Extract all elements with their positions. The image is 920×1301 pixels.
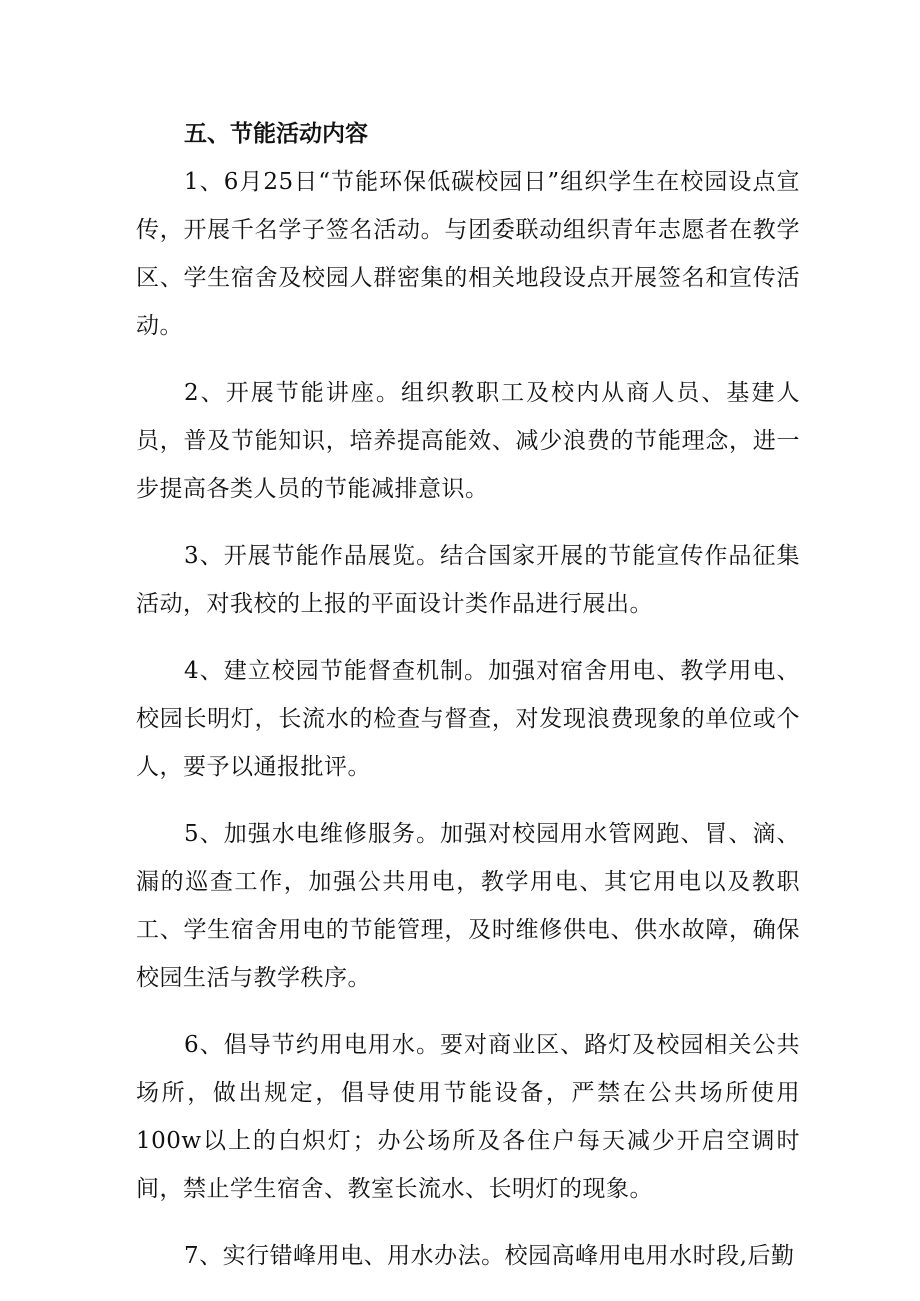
paragraph-7: 7、实行错峰用电、用水办法。校园高峰用电用水时段,后勤 <box>184 1243 795 1269</box>
paragraph-4: 4、建立校园节能督查机制。加强对宿舍用电、教学用电、校园长明灯，长流水的检查与督查，对发现浪费现象的单位或个人，要予以通报批评。 <box>136 658 800 780</box>
paragraph-2: 2、开展节能讲座。组织教职工及校内从商人员、基建人员，普及节能知识，培养提高能效、减少浪费的节能理念，进一步提高各类人员的节能减排意识。 <box>136 380 800 502</box>
paragraph-3: 3、开展节能作品展览。结合国家开展的节能宣传作品征集活动，对我校的上报的平面设计类作品进行展出。 <box>136 543 800 617</box>
paragraph-5: 5、加强水电维修服务。加强对校园用水管网跑、冒、滴、漏的巡查工作，加强公共用电，教学用电、其它用电以及教职工、学生宿舍用电的节能管理，及时维修供电、供水故障，确保校园生活与教学秩序。 <box>136 821 800 991</box>
section-heading: 五、节能活动内容 <box>184 120 368 147</box>
paragraph-6: 6、倡导节约用电用水。要对商业区、路灯及校园相关公共场所，做出规定，倡导使用节能设备，严禁在公共场所使用100w以上的白炽灯；办公场所及各住户每天减少开启空调时间，禁止学生宿舍、教室长流水、长明灯的现象。 <box>136 1032 800 1202</box>
paragraph-1: 1、6月25日“节能环保低碳校园日”组织学生在校园设点宣传，开展千名学子签名活动。与团委联动组织青年志愿者在教学区、学生宿舍及校园人群密集的相关地段设点开展签名和宣传活动。 <box>136 169 800 339</box>
document-body <box>136 110 800 1280</box>
